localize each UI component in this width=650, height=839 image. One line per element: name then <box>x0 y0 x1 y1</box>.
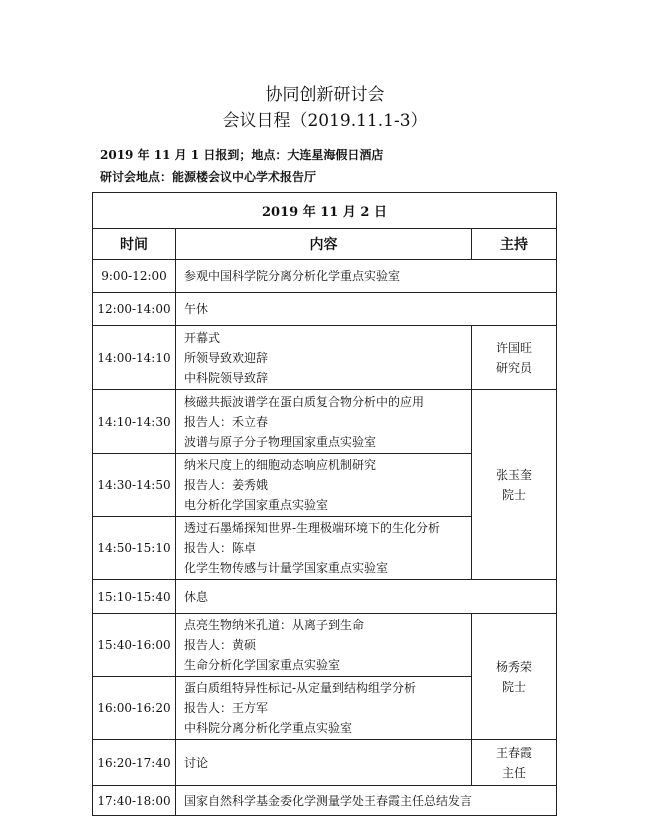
content-cell <box>176 517 472 580</box>
host-cell <box>472 390 557 580</box>
content-line: 电分析化学国家重点实验室 <box>184 498 329 512</box>
host-name: 王春霞 <box>495 745 532 760</box>
host-name: 许国旺 <box>495 340 532 355</box>
content-line: 报告人：姜秀娥 <box>184 478 269 492</box>
header-content: 内容 <box>176 229 472 260</box>
content-line: 报告人：王方军 <box>184 701 269 715</box>
content-line: 午休 <box>184 302 209 316</box>
time-cell: 14:00-14:10 <box>93 326 176 390</box>
table-row <box>93 580 557 614</box>
content-line: 中科院分离分析化学重点实验室 <box>184 721 353 735</box>
time-cell: 14:50-15:10 <box>93 517 176 580</box>
content-line: 报告人：黄硕 <box>184 638 257 652</box>
content-line: 中科院领导致辞 <box>184 370 269 385</box>
content-cell <box>176 740 472 786</box>
content-line: 核磁共振波谱学在蛋白质复合物分析中的应用 <box>184 394 425 409</box>
registration-info: 2019 年 11 月 1 日报到；地点：大连星海假日酒店 <box>100 148 384 162</box>
time-cell: 16:20-17:40 <box>93 740 176 786</box>
host-name: 张玉奎 <box>495 467 532 482</box>
time-cell: 9:00-12:00 <box>93 260 176 293</box>
content-cell <box>176 293 557 326</box>
schedule-date: 2019 年 11 月 2 日 <box>93 193 557 229</box>
host-title: 主任 <box>501 765 526 780</box>
content-line: 纳米尺度上的细胞动态响应机制研究 <box>184 458 377 472</box>
page-subtitle: 会议日程（2019.11.1-3） <box>222 111 428 131</box>
table-row <box>93 740 557 786</box>
content-line: 化学生物传感与计量学国家重点实验室 <box>184 561 389 575</box>
content-cell <box>176 454 472 517</box>
table-row <box>93 390 557 454</box>
content-line: 波谱与原子分子物理国家重点实验室 <box>184 434 377 449</box>
content-line: 报告人：禾立春 <box>184 414 269 429</box>
time-cell: 15:10-15:40 <box>93 580 176 614</box>
venue-info: 研讨会地点：能源楼会议中心学术报告厅 <box>100 170 317 184</box>
host-name: 杨秀荣 <box>495 659 532 674</box>
content-cell <box>176 326 472 390</box>
schedule-table <box>92 192 557 816</box>
header-host: 主持 <box>472 229 557 260</box>
host-cell <box>472 614 557 740</box>
time-cell: 17:40-18:00 <box>93 786 176 816</box>
table-row <box>93 786 557 816</box>
content-line: 生命分析化学国家重点实验室 <box>184 658 341 672</box>
host-title: 研究员 <box>495 360 532 375</box>
content-line: 所领导致欢迎辞 <box>184 350 269 365</box>
content-line: 点亮生物纳米孔道：从离子到生命 <box>184 618 365 632</box>
host-cell <box>472 740 557 786</box>
content-line: 休息 <box>184 589 209 604</box>
content-cell <box>176 614 472 677</box>
content-line: 参观中国科学院分离分析化学重点实验室 <box>184 269 401 283</box>
content-line: 讨论 <box>184 755 209 770</box>
header-time: 时间 <box>93 229 176 260</box>
content-line: 报告人：陈卓 <box>184 541 257 555</box>
content-line: 开幕式 <box>184 330 221 345</box>
host-cell <box>472 326 557 390</box>
page-title: 协同创新研讨会 <box>265 85 385 105</box>
content-cell <box>176 260 557 293</box>
content-line: 透过石墨烯探知世界-生理极端环境下的生化分析 <box>184 521 441 535</box>
table-row <box>93 260 557 293</box>
time-cell: 16:00-16:20 <box>93 677 176 740</box>
table-row <box>93 326 557 390</box>
host-title: 院士 <box>501 487 526 502</box>
host-title: 院士 <box>501 679 526 694</box>
content-cell <box>176 390 472 454</box>
content-line: 国家自然科学基金委化学测量学处王春霞主任总结发言 <box>184 793 473 808</box>
time-cell: 14:30-14:50 <box>93 454 176 517</box>
content-cell <box>176 677 472 740</box>
content-cell <box>176 580 557 614</box>
time-cell: 12:00-14:00 <box>93 293 176 326</box>
table-row <box>93 614 557 677</box>
time-cell: 15:40-16:00 <box>93 614 176 677</box>
table-row <box>93 293 557 326</box>
content-cell <box>176 786 557 816</box>
content-line: 蛋白质组特异性标记-从定量到结构组学分析 <box>184 681 417 695</box>
time-cell: 14:10-14:30 <box>93 390 176 454</box>
